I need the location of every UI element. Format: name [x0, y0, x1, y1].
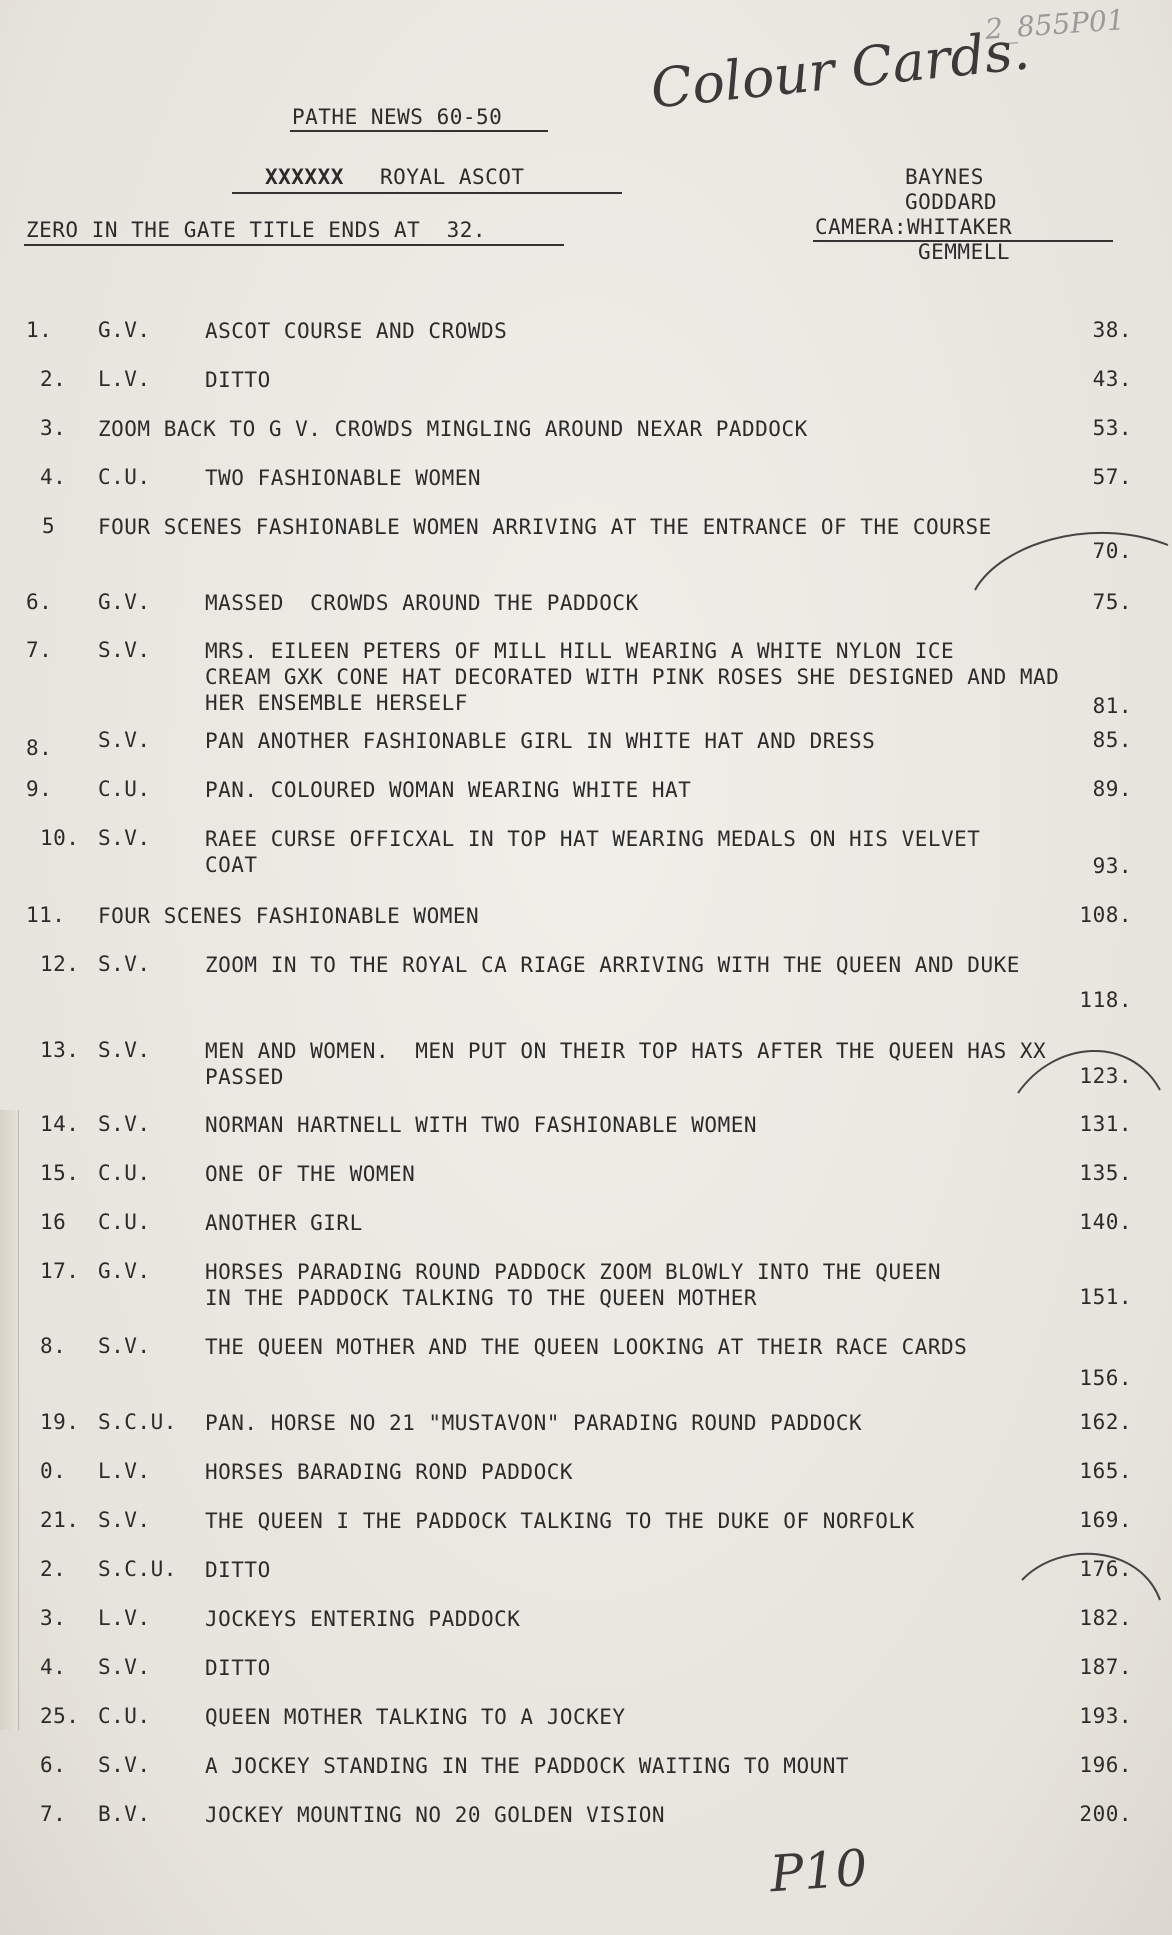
shot-description: NORMAN HARTNELL WITH TWO FASHIONABLE WOMEN — [205, 1113, 758, 1137]
pencil-arc — [975, 533, 1168, 590]
shot-number: 3. — [40, 416, 67, 440]
shot-type: G.V. — [98, 1259, 151, 1283]
shot-type: L.V. — [98, 367, 151, 391]
shot-type: S.V. — [98, 1334, 151, 1358]
shot-description: DITTO — [205, 1656, 271, 1680]
shot-type: C.U. — [98, 1161, 151, 1185]
shot-type: L.V. — [98, 1459, 151, 1483]
shot-number: 13. — [40, 1038, 80, 1062]
shot-footage: 140. — [1079, 1210, 1132, 1234]
shot-description: HORSES PARADING ROUND PADDOCK ZOOM BLOWLY INTO THE QUEEN IN THE PADDOCK TALKING TO THE QUEEN MOTHER — [205, 1260, 942, 1310]
shot-description: HORSES BARADING ROND PADDOCK — [205, 1460, 574, 1484]
shot-type: L.V. — [98, 1606, 151, 1630]
shot-footage: 108. — [1079, 903, 1132, 927]
crew-goddard: GODDARD — [905, 190, 998, 214]
shot-number: 3. — [40, 1606, 67, 1630]
shot-number: 8. — [40, 1334, 67, 1358]
shot-type: S.V. — [98, 1753, 151, 1777]
shot-type: S.C.U. — [98, 1410, 177, 1434]
shot-type: C.U. — [98, 1704, 151, 1728]
shot-number: 2. — [40, 1557, 67, 1581]
shot-description: JOCKEY MOUNTING NO 20 GOLDEN VISION — [205, 1803, 666, 1827]
shot-footage: 43. — [1092, 367, 1132, 391]
shot-type: S.V. — [98, 638, 151, 662]
shot-footage: 135. — [1079, 1161, 1132, 1185]
reel-title: PATHE NEWS 60-50 — [292, 105, 503, 129]
shot-description: FOUR SCENES FASHIONABLE WOMEN ARRIVING AT THE ENTRANCE OF THE COURSE — [98, 515, 992, 539]
shot-number: 7. — [26, 638, 53, 662]
shot-footage: 38. — [1092, 318, 1132, 342]
shot-footage: 200. — [1079, 1802, 1132, 1826]
shot-description: FOUR SCENES FASHIONABLE WOMEN — [98, 904, 480, 928]
shot-number: 16 — [40, 1210, 67, 1234]
shot-number: 8. — [26, 736, 53, 760]
story-title: ROYAL ASCOT — [380, 165, 525, 189]
shot-number: 17. — [40, 1259, 80, 1283]
shot-type: S.V. — [98, 952, 151, 976]
shot-footage: 182. — [1079, 1606, 1132, 1630]
shot-number: 12. — [40, 952, 80, 976]
shot-number: 4. — [40, 465, 67, 489]
shot-number: 4. — [40, 1655, 67, 1679]
shot-number: 25. — [40, 1704, 80, 1728]
shot-footage: 123. — [1079, 1064, 1132, 1088]
shot-type: C.U. — [98, 1210, 151, 1234]
crew-camera-whitaker: CAMERA:WHITAKER — [815, 215, 1013, 239]
shot-description: MRS. EILEEN PETERS OF MILL HILL WEARING A WHITE NYLON ICE CREAM GXK CONE HAT DECORATED WITH PINK ROSES SHE DESIGNED AND MAD HER ENSEMBLE HERSELF — [205, 639, 1060, 715]
shot-description: THE QUEEN MOTHER AND THE QUEEN LOOKING AT THEIR RACE CARDS — [205, 1335, 968, 1359]
shot-footage: 57. — [1092, 465, 1132, 489]
shot-footage: 176. — [1079, 1557, 1132, 1581]
shot-number: 11. — [26, 903, 66, 927]
shot-type: G.V. — [98, 318, 151, 342]
shot-description: PAN. COLOURED WOMAN WEARING WHITE HAT — [205, 778, 692, 802]
shot-footage: 53. — [1092, 416, 1132, 440]
shot-description: PAN. HORSE NO 21 "MUSTAVON" PARADING ROUND PADDOCK — [205, 1411, 863, 1435]
shot-description: MASSED CROWDS AROUND THE PADDOCK — [205, 591, 639, 615]
shot-description: ONE OF THE WOMEN — [205, 1162, 416, 1186]
shot-type: S.V. — [98, 1038, 151, 1062]
shot-description: TWO FASHIONABLE WOMEN — [205, 466, 482, 490]
shot-number: 9. — [26, 777, 53, 801]
shot-description: ANOTHER GIRL — [205, 1211, 363, 1235]
shot-footage: 162. — [1079, 1410, 1132, 1434]
shot-type: S.V. — [98, 826, 151, 850]
shot-number: 2. — [40, 367, 67, 391]
shot-description: MEN AND WOMEN. MEN PUT ON THEIR TOP HATS AFTER THE QUEEN HAS XX PASSED — [205, 1039, 1047, 1089]
shot-footage: 165. — [1079, 1459, 1132, 1483]
shot-number: 19. — [40, 1410, 80, 1434]
shot-number: 5 — [42, 514, 56, 538]
shot-footage: 70. — [1092, 539, 1132, 563]
shot-description: ASCOT COURSE AND CROWDS — [205, 319, 508, 343]
pencil-arc — [1018, 1051, 1160, 1093]
shot-description: THE QUEEN I THE PADDOCK TALKING TO THE DUKE OF NORFOLK — [205, 1509, 915, 1533]
shot-type: S.V. — [98, 1655, 151, 1679]
shot-footage: 85. — [1092, 728, 1132, 752]
shot-footage: 89. — [1092, 777, 1132, 801]
shot-footage: 93. — [1092, 854, 1132, 878]
shot-number: 21. — [40, 1508, 80, 1532]
shot-type: C.U. — [98, 465, 151, 489]
pencil-arc — [1022, 1554, 1160, 1600]
shot-number: 7. — [40, 1802, 67, 1826]
shot-description: JOCKEYS ENTERING PADDOCK — [205, 1607, 521, 1631]
shot-description: ZOOM IN TO THE ROYAL CA RIAGE ARRIVING WITH THE QUEEN AND DUKE — [205, 953, 1020, 977]
shot-type: C.U. — [98, 777, 151, 801]
shot-description: ZOOM BACK TO G V. CROWDS MINGLING AROUND NEXAR PADDOCK — [98, 417, 808, 441]
shot-footage: 151. — [1079, 1285, 1132, 1309]
shot-description: QUEEN MOTHER TALKING TO A JOCKEY — [205, 1705, 626, 1729]
shot-footage: 187. — [1079, 1655, 1132, 1679]
shot-footage: 81. — [1092, 694, 1132, 718]
shot-footage: 131. — [1079, 1112, 1132, 1136]
shot-footage: 118. — [1079, 988, 1132, 1012]
shot-type: S.V. — [98, 1508, 151, 1532]
handwritten-reference: 2_855P01 — [984, 3, 1126, 46]
shot-type: S.C.U. — [98, 1557, 177, 1581]
shot-type: G.V. — [98, 590, 151, 614]
shot-number: 6. — [40, 1753, 67, 1777]
shot-description: A JOCKEY STANDING IN THE PADDOCK WAITING TO MOUNT — [205, 1754, 850, 1778]
shot-number: 10. — [40, 826, 80, 850]
crew-baynes: BAYNES — [905, 165, 984, 189]
shot-number: 0. — [40, 1459, 67, 1483]
handwritten-colour-cards: Colour Cards. — [647, 18, 1033, 121]
zero-in-gate-line: ZERO IN THE GATE TITLE ENDS AT 32. — [26, 218, 487, 242]
shot-footage: 196. — [1079, 1753, 1132, 1777]
handwritten-page-mark: P10 — [768, 1838, 870, 1904]
shot-number: 1. — [26, 318, 53, 342]
shot-description: PAN ANOTHER FASHIONABLE GIRL IN WHITE HAT AND DRESS — [205, 729, 876, 753]
shot-description: RAEE CURSE OFFICXAL IN TOP HAT WEARING MEDALS ON HIS VELVET COAT — [205, 827, 981, 877]
shot-type: S.V. — [98, 728, 151, 752]
shot-number: 14. — [40, 1112, 80, 1136]
shot-footage: 75. — [1092, 590, 1132, 614]
shot-type: B.V. — [98, 1802, 151, 1826]
shot-number: 6. — [26, 590, 53, 614]
shot-number: 15. — [40, 1161, 80, 1185]
shot-footage: 156. — [1079, 1366, 1132, 1390]
shot-footage: 169. — [1079, 1508, 1132, 1532]
shot-description: DITTO — [205, 368, 271, 392]
crew-gemmell: GEMMELL — [918, 240, 1011, 264]
story-title-struck: XXXXXX — [265, 165, 344, 189]
shot-description: DITTO — [205, 1558, 271, 1582]
shot-footage: 193. — [1079, 1704, 1132, 1728]
shot-type: S.V. — [98, 1112, 151, 1136]
